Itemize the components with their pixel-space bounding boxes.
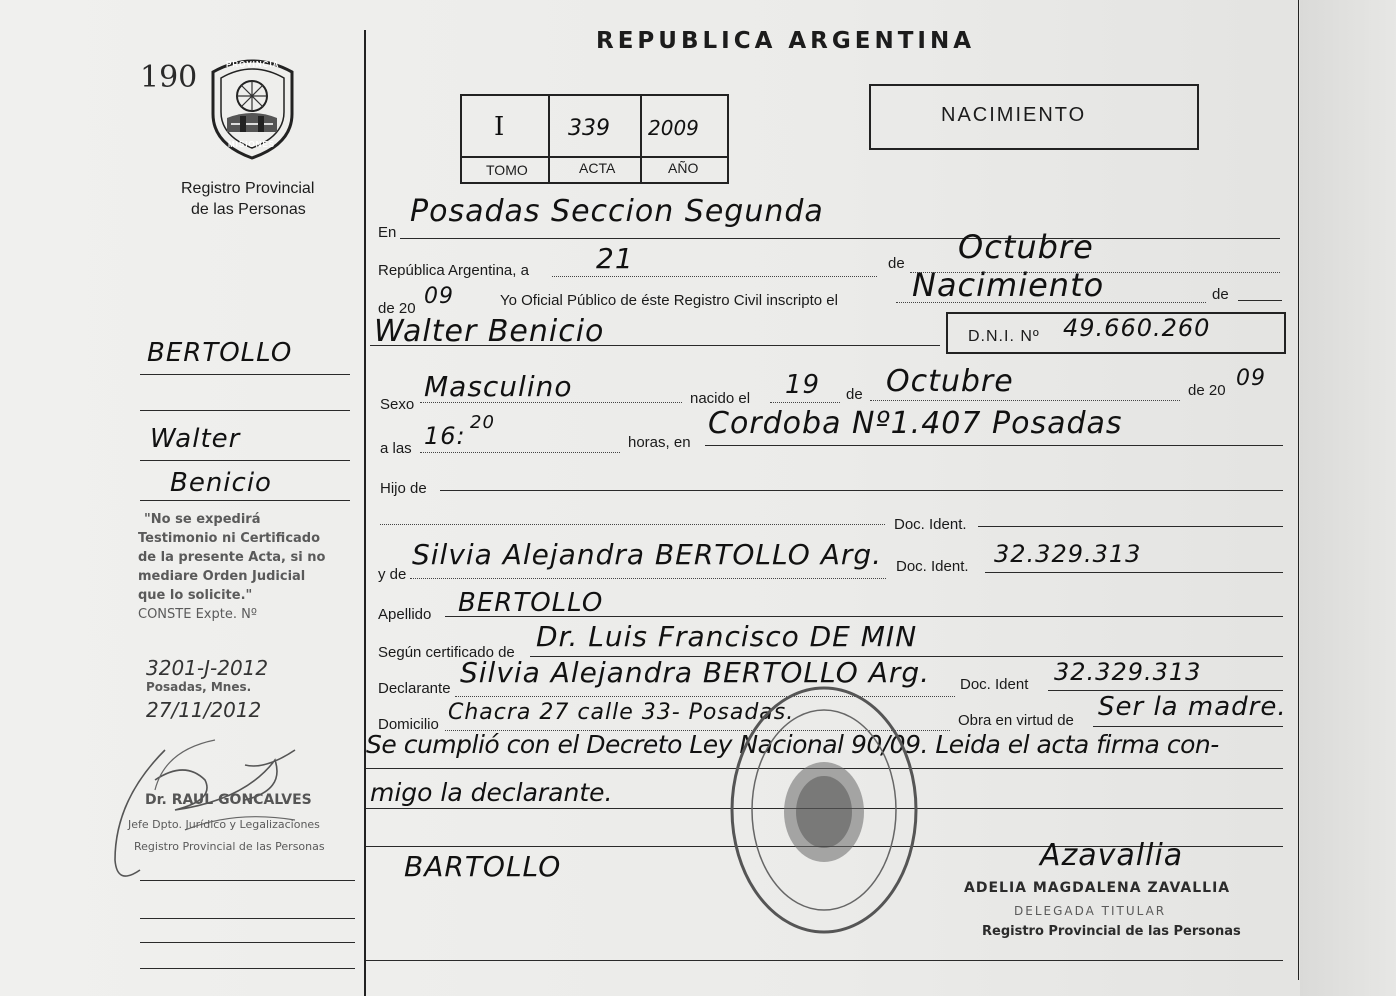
obra-value: Ser la madre. bbox=[1098, 692, 1287, 722]
country-title: REPUBLICA ARGENTINA bbox=[596, 28, 976, 54]
oficial-text: Yo Oficial Público de éste Registro Civil inscripto el bbox=[500, 292, 838, 309]
child-name: Walter Benicio bbox=[374, 314, 605, 349]
doc-ident-label-3: Doc. Ident bbox=[960, 676, 1029, 693]
segun-label: Según certificado de bbox=[378, 644, 515, 661]
declarante-value: Silvia Alejandra BERTOLLO Arg. bbox=[460, 656, 931, 689]
a-las-label: a las bbox=[380, 440, 412, 457]
act-type: NACIMIENTO bbox=[941, 104, 1087, 126]
minute-value: 20 bbox=[470, 412, 495, 433]
mother-doc: 32.329.313 bbox=[994, 540, 1142, 568]
acta-label: ACTA bbox=[579, 160, 616, 176]
margin-official-title-2: Registro Provincial de las Personas bbox=[134, 840, 325, 853]
sexo-value: Masculino bbox=[424, 370, 573, 403]
anio-label: AÑO bbox=[668, 160, 699, 176]
page-edge-shadow bbox=[1300, 0, 1396, 996]
domicilio-value: Chacra 27 calle 33- Posadas. bbox=[448, 700, 795, 725]
month-value: Octubre bbox=[958, 228, 1094, 266]
republica-label: República Argentina, a bbox=[378, 262, 529, 279]
registry-round-stamp-icon bbox=[724, 680, 924, 940]
apellido-value: BERTOLLO bbox=[458, 588, 604, 618]
sheet-number: 190 bbox=[140, 60, 198, 95]
acta-value: 339 bbox=[568, 116, 610, 141]
en-label: En bbox=[378, 224, 397, 241]
registry-name-line1: Registro Provincial bbox=[181, 180, 315, 197]
mother-name: Silvia Alejandra BERTOLLO Arg. bbox=[412, 538, 883, 571]
dni-box bbox=[946, 312, 1286, 354]
dni-label: D.N.I. Nº bbox=[968, 328, 1040, 345]
judicial-notice-stamp bbox=[138, 512, 363, 622]
year-suffix: 09 bbox=[424, 284, 454, 309]
margin-official-name: Dr. RAUL GONCALVES bbox=[145, 792, 312, 808]
de-label-1: de bbox=[888, 255, 905, 272]
birth-year-suffix: 09 bbox=[1236, 366, 1266, 391]
horas-label: horas, en bbox=[628, 434, 691, 451]
notice-line3: de la presente Acta, si no bbox=[138, 550, 326, 565]
margin-first-name: Walter bbox=[150, 424, 241, 454]
place-date-label: Posadas, Mnes. bbox=[146, 680, 252, 694]
notice-line4: mediare Orden Judicial bbox=[138, 569, 306, 584]
conste-label: CONSTE Expte. Nº bbox=[138, 607, 257, 622]
notice-line2: Testimonio ni Certificado bbox=[138, 531, 321, 546]
en-value: Posadas Seccion Segunda bbox=[410, 194, 824, 229]
tomo-label: TOMO bbox=[486, 162, 528, 178]
official-signature: Azavallia bbox=[1040, 838, 1184, 873]
doctor-value: Dr. Luis Francisco DE MIN bbox=[536, 620, 918, 653]
day-value: 21 bbox=[596, 242, 634, 275]
officer-registry: Registro Provincial de las Personas bbox=[982, 924, 1241, 939]
seal-text-bottom: MISIONES bbox=[228, 140, 276, 149]
de-label-2: de bbox=[1212, 286, 1229, 303]
statement-line-2: migo la declarante. bbox=[370, 778, 613, 807]
year-prefix: de 20 bbox=[378, 300, 416, 317]
hour-value: 16: bbox=[424, 422, 466, 450]
margin-second-name: Benicio bbox=[170, 468, 272, 498]
hijo-label: Hijo de bbox=[380, 480, 427, 497]
inscripto-value: Nacimiento bbox=[912, 266, 1105, 304]
declarant-signature: BARTOLLO bbox=[404, 850, 562, 883]
statement-line-1: Se cumplió con el Decreto Ley Nacional 90/09. Leida el acta firma con- bbox=[366, 730, 1219, 759]
declarante-label: Declarante bbox=[378, 680, 451, 697]
apellido-label: Apellido bbox=[378, 606, 432, 623]
birth-year-prefix: de 20 bbox=[1188, 382, 1226, 399]
column-divider bbox=[364, 30, 366, 996]
birth-day: 19 bbox=[785, 370, 821, 400]
notice-line5: que lo solicite." bbox=[138, 588, 253, 603]
sexo-label: Sexo bbox=[380, 396, 415, 413]
declarante-doc: 32.329.313 bbox=[1054, 658, 1202, 686]
obra-label: Obra en virtud de bbox=[958, 712, 1074, 729]
officer-name: ADELIA MAGDALENA ZAVALLIA bbox=[964, 880, 1231, 896]
doc-ident-label-2: Doc. Ident. bbox=[896, 558, 969, 575]
expte-number: 3201-J-2012 bbox=[146, 656, 269, 680]
registry-name-line2: de las Personas bbox=[191, 201, 306, 218]
dni-value: 49.660.260 bbox=[1063, 314, 1211, 342]
record-table bbox=[460, 94, 729, 184]
notice-line1: "No se expedirá bbox=[144, 512, 261, 527]
margin-official-title-1: Jefe Dpto. Jurídico y Legalizaciones bbox=[128, 818, 320, 831]
margin-date: 27/11/2012 bbox=[146, 698, 262, 722]
anio-value: 2009 bbox=[648, 116, 699, 140]
officer-role: DELEGADA TITULAR bbox=[1014, 904, 1167, 918]
tomo-value: I bbox=[494, 112, 505, 142]
birth-place: Cordoba Nº1.407 Posadas bbox=[708, 406, 1123, 441]
doc-ident-label-1: Doc. Ident. bbox=[894, 516, 967, 533]
y-de-label: y de bbox=[378, 566, 407, 583]
right-border bbox=[1298, 0, 1299, 980]
seal-text-top: PROVINCIA bbox=[226, 60, 280, 69]
act-type-box bbox=[869, 84, 1199, 150]
domicilio-label: Domicilio bbox=[378, 716, 439, 733]
birth-month: Octubre bbox=[886, 364, 1014, 399]
nacido-label: nacido el bbox=[690, 390, 751, 407]
margin-surname: BERTOLLO bbox=[147, 338, 293, 368]
de-label-3: de bbox=[846, 386, 863, 403]
